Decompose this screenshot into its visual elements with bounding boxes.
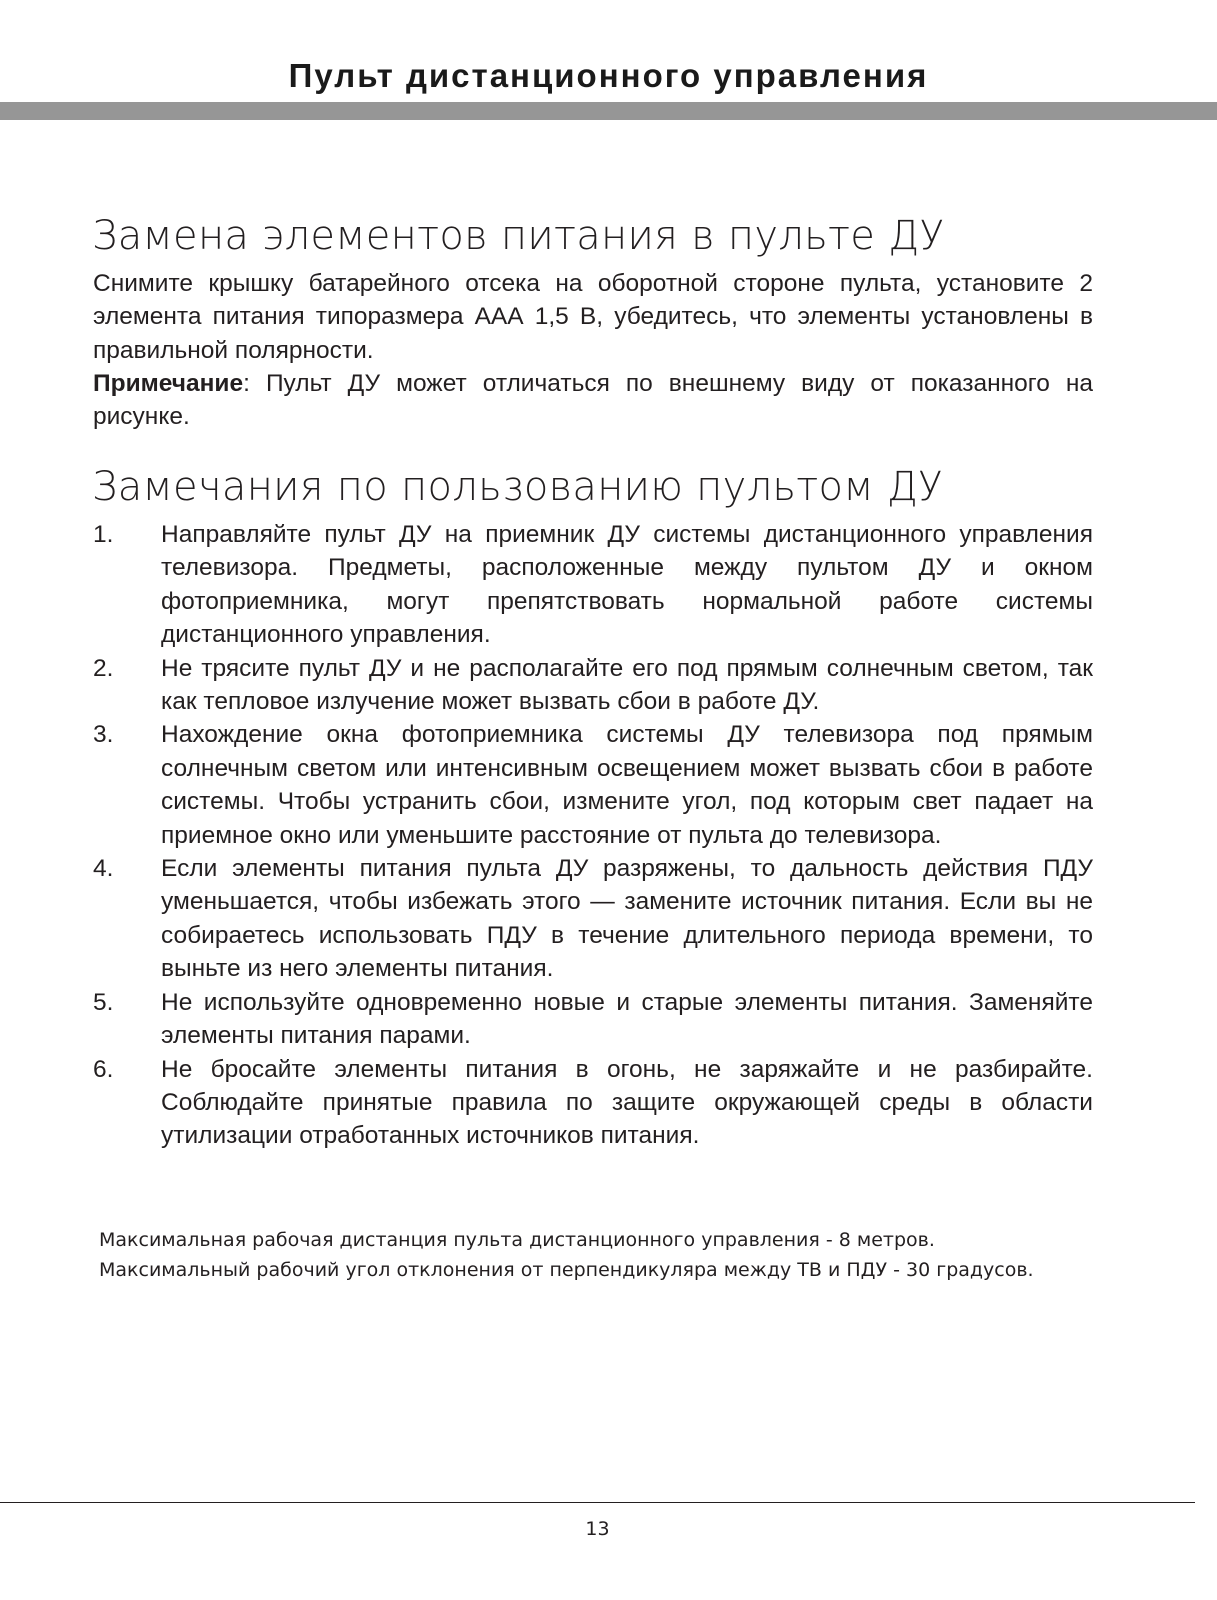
list-item (93, 986, 1093, 1053)
note-paragraph (93, 367, 1093, 434)
list-item-text: Не трясите пульт ДУ и не располагайте его под прямым солнечным светом, так как тепловое излучение может вызвать сбои в работе ДУ. (161, 654, 1093, 716)
list-item (93, 718, 1093, 852)
list-item (93, 852, 1093, 986)
list-item-number: 4. (93, 855, 114, 883)
list-item-number: 1. (93, 521, 114, 548)
footer-note (99, 1225, 1149, 1285)
list-item-text: Направляйте пульт ДУ на приемник ДУ системы дистанционного управления телевизора. Предметы, расположенные между пультом ДУ и окном фотоприемника, могут препятствовать нормальной работе системы дистанционного управления. (161, 521, 1093, 649)
page-title: Пульт дистанционного управления (288, 57, 929, 94)
list-item-number: 5. (93, 988, 114, 1016)
list-item (93, 518, 1093, 652)
list-item (93, 652, 1093, 719)
list-item-text: Не бросайте элементы питания в огонь, не заряжайте и не разбирайте. Соблюдайте принятые правила по защите окружающей среды в области утилизации отработанных источников питания. (161, 1055, 1093, 1150)
footer-note-distance: Максимальная рабочая дистанция пульта дистанционного управления - 8 метров. (99, 1229, 935, 1251)
usage-notes-list (93, 518, 1093, 1153)
list-item-number: 3. (93, 721, 114, 749)
header-bar (0, 102, 1217, 120)
note-label: Примечание (93, 370, 244, 397)
note-text: : Пульт ДУ может отличаться по внешнему виду от показанного на рисунке. (93, 370, 1093, 431)
footer-note-angle: Максимальный рабочий угол отклонения от перпендикуляра между ТВ и ПДУ - 30 градусов. (99, 1259, 1034, 1281)
list-item-text: Нахождение окна фотоприемника системы ДУ телевизора под прямым солнечным светом или интенсивным освещением может вызвать сбои в работе системы. Чтобы устранить сбои, измените угол, под которым свет падает на приемное окно или уменьшите расстояние от пульта до телевизора. (161, 721, 1093, 849)
battery-section-heading: Замена элементов питания в пульте ДУ (92, 213, 945, 259)
battery-instructions-paragraph: Снимите крышку батарейного отсека на оборотной стороне пульта, установите 2 элемента питания типоразмера ААА 1,5 В, убедитесь, что элементы установлены в правильной полярности. (93, 270, 1093, 364)
list-item-number: 2. (93, 654, 114, 682)
list-item-text: Если элементы питания пульта ДУ разряжены, то дальность действия ПДУ уменьшается, чтобы избежать этого — замените источник питания. Если вы не собираетесь использовать ПДУ в течение длительного периода времени, то выньте из него элементы питания. (161, 855, 1093, 983)
list-item-number: 6. (93, 1055, 114, 1083)
list-item (93, 1053, 1093, 1153)
list-item-text: Не используйте одновременно новые и старые элементы питания. Заменяйте элементы питания парами. (161, 988, 1093, 1050)
usage-section-heading: Замечания по пользованию пультом ДУ (92, 464, 943, 510)
footer-divider (0, 1502, 1195, 1503)
page-number: 13 (585, 1518, 610, 1540)
